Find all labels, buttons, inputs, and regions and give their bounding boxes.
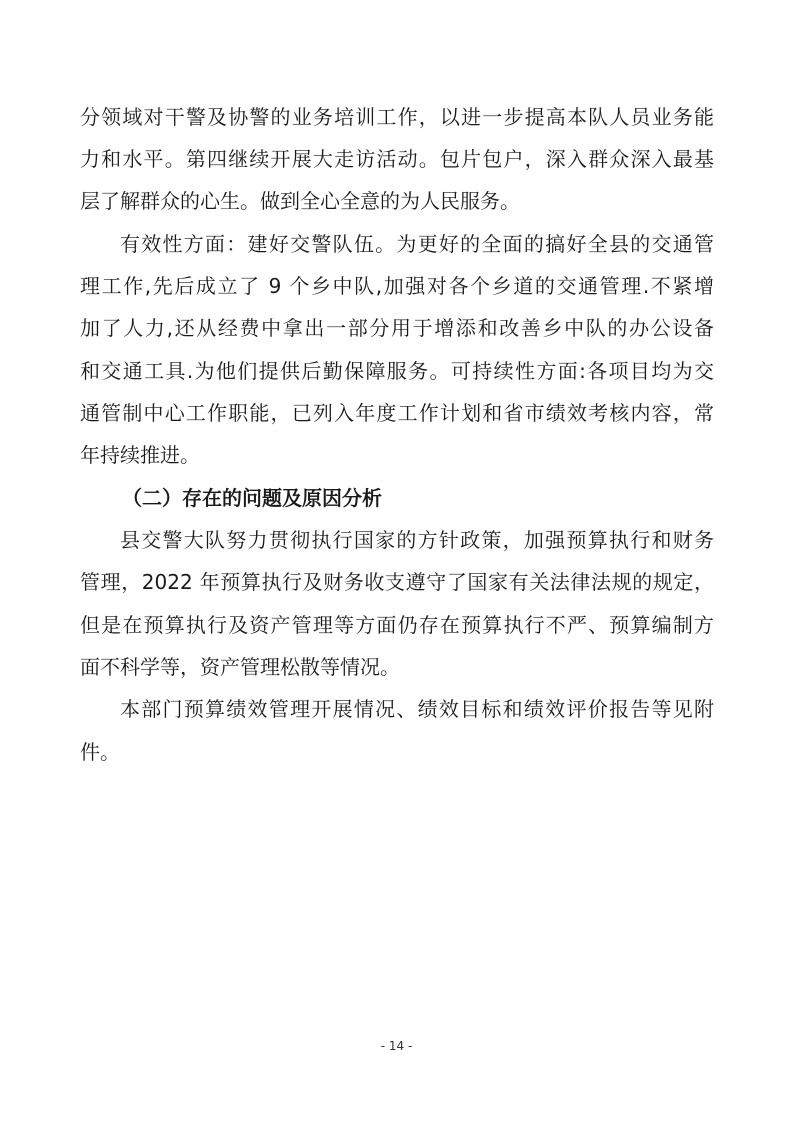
paragraph-1-line-3: 层了解群众的心生。做到全心全意的为人民服务。 bbox=[80, 189, 520, 213]
paragraph-2-line-4: 和交通工具.为他们提供后勤保障服务。可持续性方面:各项目均为交 bbox=[80, 359, 714, 383]
paragraph-2-line-5: 通管制中心工作职能，已列入年度工作计划和省市绩效考核内容，常 bbox=[80, 401, 714, 425]
paragraph-3-line-3: 但是在预算执行及资产管理等方面仍存在预算执行不严、预算编制方 bbox=[80, 613, 714, 637]
paragraph-4-line-2: 件。 bbox=[80, 740, 120, 764]
paragraph-4-line-1: 本部门预算绩效管理开展情况、绩效目标和绩效评价报告等见附 bbox=[120, 697, 714, 721]
section-heading: （二）存在的问题及原因分析 bbox=[122, 486, 382, 510]
paragraph-3-line-4: 面不科学等，资产管理松散等情况。 bbox=[80, 655, 400, 679]
page-number: - 14 - bbox=[380, 1039, 413, 1053]
paragraph-2-line-6: 年持续推进。 bbox=[80, 443, 200, 467]
paragraph-2-line-2: 理工作,先后成立了 9 个乡中队,加强对各个乡道的交通管理.不紧增 bbox=[80, 274, 714, 298]
paragraph-3-line-1: 县交警大队努力贯彻执行国家的方针政策，加强预算执行和财务 bbox=[120, 528, 714, 552]
paragraph-3-line-2: 管理，2022 年预算执行及财务收支遵守了国家有关法律法规的规定， bbox=[80, 570, 714, 594]
paragraph-2-line-1: 有效性方面：建好交警队伍。为更好的全面的搞好全县的交通管 bbox=[120, 232, 714, 256]
paragraph-2-line-3: 加了人力,还从经费中拿出一部分用于增添和改善乡中队的办公设备 bbox=[80, 316, 714, 340]
paragraph-1-line-1: 分领域对干警及协警的业务培训工作，以进一步提高本队人员业务能 bbox=[80, 105, 714, 129]
paragraph-1-line-2: 力和水平。第四继续开展大走访活动。包片包户，深入群众深入最基 bbox=[80, 147, 714, 171]
